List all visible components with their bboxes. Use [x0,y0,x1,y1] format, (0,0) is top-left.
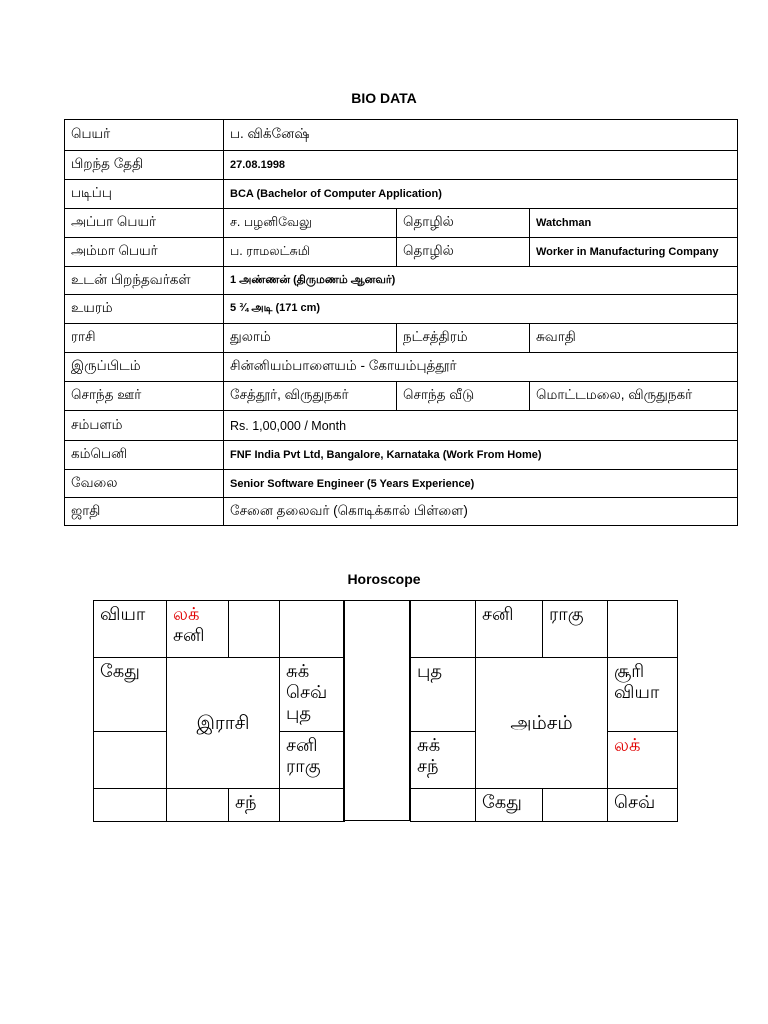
bio-data-table [64,119,738,526]
label-name: பெயர் [65,120,224,151]
row-caste [65,498,738,526]
rasi-house-2: லக் சனி [167,601,229,658]
rasi-house-10 [94,789,167,822]
label-rasi: ராசி [65,324,224,353]
rasi-house-9 [94,732,167,789]
rasi-lagnam: லக் [173,604,200,624]
label-mother-occupation: தொழில் [397,238,530,267]
value-mother-occupation: Worker in Manufacturing Company [530,238,738,267]
amsam-center-label: அம்சம் [476,658,608,789]
value-father: ச. பழனிவேலு [224,209,397,238]
row-job [65,470,738,498]
label-own-house: சொந்த வீடு [397,382,530,411]
label-company: கம்பெனி [65,441,224,470]
label-siblings: உடன் பிறந்தவர்கள் [65,267,224,295]
label-star: நட்சத்திரம் [397,324,530,353]
row-salary [65,411,738,441]
label-caste: ஜாதி [65,498,224,526]
amsam-house-7: சுக் சந் [411,732,476,789]
rasi-house-1: வியா [94,601,167,658]
amsam-house-2: சனி [476,601,543,658]
value-star: சுவாதி [530,324,738,353]
rasi-house-11: சந் [229,789,280,822]
row-residence [65,353,738,382]
value-salary: Rs. 1,00,000 / Month [224,411,738,441]
row-company [65,441,738,470]
horoscope-title: Horoscope [347,571,421,587]
amsam-chart [410,600,678,822]
value-job: Senior Software Engineer (5 Years Experience) [224,470,738,498]
amsam-house-5: புத [411,658,476,732]
rasi-house-5: கேது [94,658,167,732]
label-mother: அம்மா பெயர் [65,238,224,267]
value-height: 5 ¾ அடி (171 cm) [224,295,738,324]
row-rasi [65,324,738,353]
value-name: ப. விக்னேஷ் [224,120,738,151]
rasi-house-6 [167,789,229,822]
label-salary: சம்பளம் [65,411,224,441]
rasi-house-8: சனி ராகு [280,732,345,789]
value-dob: 27.08.1998 [224,151,738,180]
label-native: சொந்த ஊர் [65,382,224,411]
amsam-house-11 [543,789,608,822]
label-job: வேலை [65,470,224,498]
amsam-house-3: ராகு [543,601,608,658]
amsam-house-1 [411,601,476,658]
label-father: அப்பா பெயர் [65,209,224,238]
row-dob [65,151,738,180]
rasi-center-label: இராசி [167,658,280,789]
label-father-occupation: தொழில் [397,209,530,238]
amsam-lagnam: லக் [614,735,641,755]
rasi-house-4 [280,601,345,658]
value-mother: ப. ராமலட்சுமி [224,238,397,267]
value-residence: சின்னியம்பாளையம் - கோயம்புத்தூர் [224,353,738,382]
row-name [65,120,738,151]
rasi-chart [93,600,345,822]
amsam-house-6: சூரி வியா [608,658,678,732]
row-father [65,209,738,238]
bio-data-title: BIO DATA [351,90,417,106]
rasi-house-7: சுக் செவ் புத [280,658,345,732]
rasi-house-3 [229,601,280,658]
label-height: உயரம் [65,295,224,324]
row-height [65,295,738,324]
amsam-house-4 [608,601,678,658]
chart-divider-box [343,600,410,821]
value-own-house: மொட்டமலை, விருதுநகர் [530,382,738,411]
row-native [65,382,738,411]
label-residence: இருப்பிடம் [65,353,224,382]
value-rasi: துலாம் [224,324,397,353]
amsam-house-10: கேது [476,789,543,822]
amsam-house-12: செவ் [608,789,678,822]
row-mother [65,238,738,267]
value-caste: சேனை தலைவர் (கொடிக்கால் பிள்ளை) [224,498,738,526]
value-company: FNF India Pvt Ltd, Bangalore, Karnataka (Work From Home) [224,441,738,470]
label-dob: பிறந்த தேதி [65,151,224,180]
rasi-house-12 [280,789,345,822]
value-native: சேத்தூர், விருதுநகர் [224,382,397,411]
amsam-house-8 [608,732,678,789]
row-education [65,180,738,209]
value-education: BCA (Bachelor of Computer Application) [224,180,738,209]
row-siblings [65,267,738,295]
amsam-house-9 [411,789,476,822]
label-education: படிப்பு [65,180,224,209]
value-father-occupation: Watchman [530,209,738,238]
value-siblings: 1 அண்ணன் (திருமணம் ஆனவர்) [224,267,738,295]
